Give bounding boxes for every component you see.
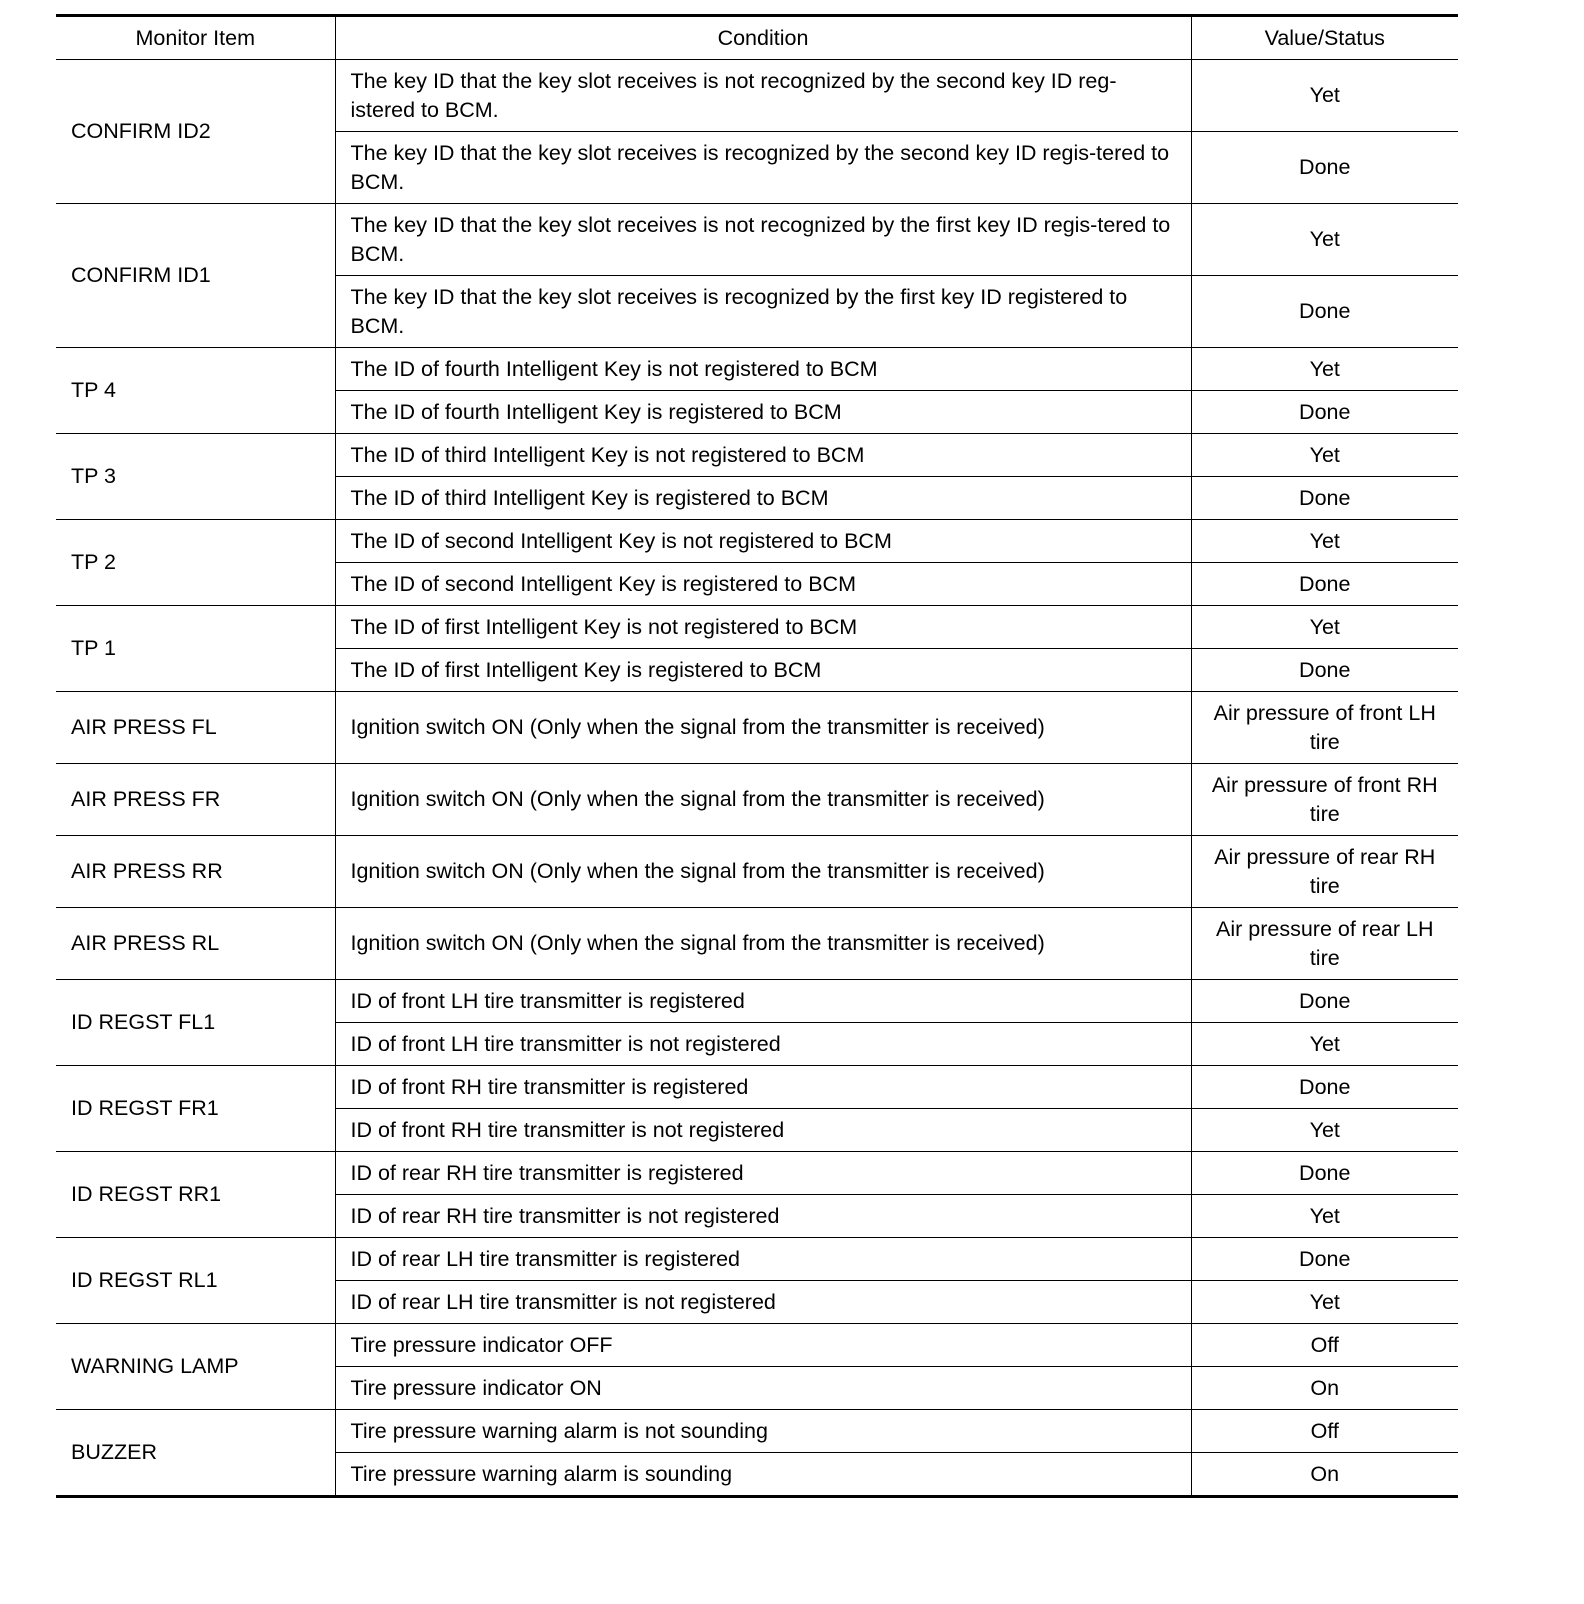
- value-status-cell: On: [1191, 1367, 1458, 1410]
- table-row: [56, 434, 1458, 477]
- condition-cell: ID of rear LH tire transmitter is not registered: [335, 1281, 1191, 1324]
- monitor-item-cell: ID REGST RR1: [56, 1152, 335, 1238]
- header-value-status: Value/Status: [1191, 16, 1458, 60]
- value-status-cell: Yet: [1191, 606, 1458, 649]
- condition-cell: The ID of third Intelligent Key is not registered to BCM: [335, 434, 1191, 477]
- table-row: [56, 1238, 1458, 1281]
- condition-cell: Tire pressure warning alarm is sounding: [335, 1453, 1191, 1497]
- value-status-cell: Done: [1191, 649, 1458, 692]
- condition-cell: ID of front LH tire transmitter is registered: [335, 980, 1191, 1023]
- header-monitor-item: Monitor Item: [56, 16, 335, 60]
- condition-cell: Tire pressure indicator OFF: [335, 1324, 1191, 1367]
- table-row: [56, 1324, 1458, 1367]
- condition-cell: Ignition switch ON (Only when the signal from the transmitter is received): [335, 764, 1191, 836]
- value-status-cell: Air pressure of front RH tire: [1191, 764, 1458, 836]
- monitor-item-cell: WARNING LAMP: [56, 1324, 335, 1410]
- value-status-cell: Off: [1191, 1410, 1458, 1453]
- condition-cell: The key ID that the key slot receives is recognized by the second key ID regis-tered to BCM.: [335, 132, 1191, 204]
- table-row: [56, 908, 1458, 980]
- condition-cell: The ID of first Intelligent Key is registered to BCM: [335, 649, 1191, 692]
- table-row: [56, 1410, 1458, 1453]
- value-status-cell: On: [1191, 1453, 1458, 1497]
- condition-cell: ID of front RH tire transmitter is not registered: [335, 1109, 1191, 1152]
- condition-cell: The key ID that the key slot receives is not recognized by the second key ID reg-istered to BCM.: [335, 60, 1191, 132]
- value-status-cell: Done: [1191, 132, 1458, 204]
- value-status-cell: Yet: [1191, 1109, 1458, 1152]
- table-row: [56, 1152, 1458, 1195]
- condition-cell: The ID of second Intelligent Key is not registered to BCM: [335, 520, 1191, 563]
- value-status-cell: Yet: [1191, 60, 1458, 132]
- condition-cell: ID of front LH tire transmitter is not registered: [335, 1023, 1191, 1066]
- value-status-cell: Air pressure of front LH tire: [1191, 692, 1458, 764]
- table-row: [56, 606, 1458, 649]
- monitor-item-cell: BUZZER: [56, 1410, 335, 1497]
- condition-cell: The ID of first Intelligent Key is not registered to BCM: [335, 606, 1191, 649]
- header-row: [56, 16, 1458, 60]
- value-status-cell: Off: [1191, 1324, 1458, 1367]
- condition-cell: ID of front RH tire transmitter is registered: [335, 1066, 1191, 1109]
- condition-cell: Ignition switch ON (Only when the signal from the transmitter is received): [335, 692, 1191, 764]
- condition-cell: The ID of third Intelligent Key is registered to BCM: [335, 477, 1191, 520]
- condition-cell: ID of rear LH tire transmitter is registered: [335, 1238, 1191, 1281]
- condition-cell: Tire pressure indicator ON: [335, 1367, 1191, 1410]
- monitor-item-cell: AIR PRESS RR: [56, 836, 335, 908]
- value-status-cell: Yet: [1191, 348, 1458, 391]
- value-status-cell: Yet: [1191, 520, 1458, 563]
- value-status-cell: Done: [1191, 477, 1458, 520]
- value-status-cell: Done: [1191, 1152, 1458, 1195]
- value-status-cell: Done: [1191, 1238, 1458, 1281]
- table-row: [56, 692, 1458, 764]
- value-status-cell: Yet: [1191, 1023, 1458, 1066]
- value-status-cell: Air pressure of rear RH tire: [1191, 836, 1458, 908]
- condition-cell: The key ID that the key slot receives is not recognized by the first key ID regis-tered to BCM.: [335, 204, 1191, 276]
- monitor-item-cell: AIR PRESS FR: [56, 764, 335, 836]
- monitor-item-cell: ID REGST RL1: [56, 1238, 335, 1324]
- condition-cell: ID of rear RH tire transmitter is registered: [335, 1152, 1191, 1195]
- value-status-cell: Yet: [1191, 1281, 1458, 1324]
- condition-cell: Tire pressure warning alarm is not sounding: [335, 1410, 1191, 1453]
- condition-cell: The ID of second Intelligent Key is registered to BCM: [335, 563, 1191, 606]
- table-row: [56, 348, 1458, 391]
- table-row: [56, 836, 1458, 908]
- condition-cell: Ignition switch ON (Only when the signal from the transmitter is received): [335, 836, 1191, 908]
- table-row: [56, 520, 1458, 563]
- table-body: [56, 60, 1458, 1497]
- condition-cell: ID of rear RH tire transmitter is not registered: [335, 1195, 1191, 1238]
- header-condition: Condition: [335, 16, 1191, 60]
- value-status-cell: Yet: [1191, 204, 1458, 276]
- value-status-cell: Done: [1191, 391, 1458, 434]
- value-status-cell: Done: [1191, 563, 1458, 606]
- value-status-cell: Yet: [1191, 434, 1458, 477]
- value-status-cell: Air pressure of rear LH tire: [1191, 908, 1458, 980]
- monitor-item-cell: TP 1: [56, 606, 335, 692]
- monitor-item-table: [56, 14, 1458, 1498]
- value-status-cell: Yet: [1191, 1195, 1458, 1238]
- monitor-item-cell: AIR PRESS FL: [56, 692, 335, 764]
- table-row: [56, 980, 1458, 1023]
- monitor-item-cell: CONFIRM ID2: [56, 60, 335, 204]
- condition-cell: The ID of fourth Intelligent Key is not registered to BCM: [335, 348, 1191, 391]
- monitor-item-cell: AIR PRESS RL: [56, 908, 335, 980]
- table-row: [56, 60, 1458, 132]
- table-row: [56, 204, 1458, 276]
- condition-cell: Ignition switch ON (Only when the signal from the transmitter is received): [335, 908, 1191, 980]
- monitor-item-cell: TP 4: [56, 348, 335, 434]
- monitor-item-cell: ID REGST FL1: [56, 980, 335, 1066]
- monitor-item-cell: CONFIRM ID1: [56, 204, 335, 348]
- condition-cell: The ID of fourth Intelligent Key is registered to BCM: [335, 391, 1191, 434]
- condition-cell: The key ID that the key slot receives is recognized by the first key ID registered to BCM.: [335, 276, 1191, 348]
- table-row: [56, 764, 1458, 836]
- value-status-cell: Done: [1191, 276, 1458, 348]
- table-row: [56, 1066, 1458, 1109]
- monitor-item-cell: ID REGST FR1: [56, 1066, 335, 1152]
- value-status-cell: Done: [1191, 1066, 1458, 1109]
- value-status-cell: Done: [1191, 980, 1458, 1023]
- monitor-item-cell: TP 3: [56, 434, 335, 520]
- monitor-item-cell: TP 2: [56, 520, 335, 606]
